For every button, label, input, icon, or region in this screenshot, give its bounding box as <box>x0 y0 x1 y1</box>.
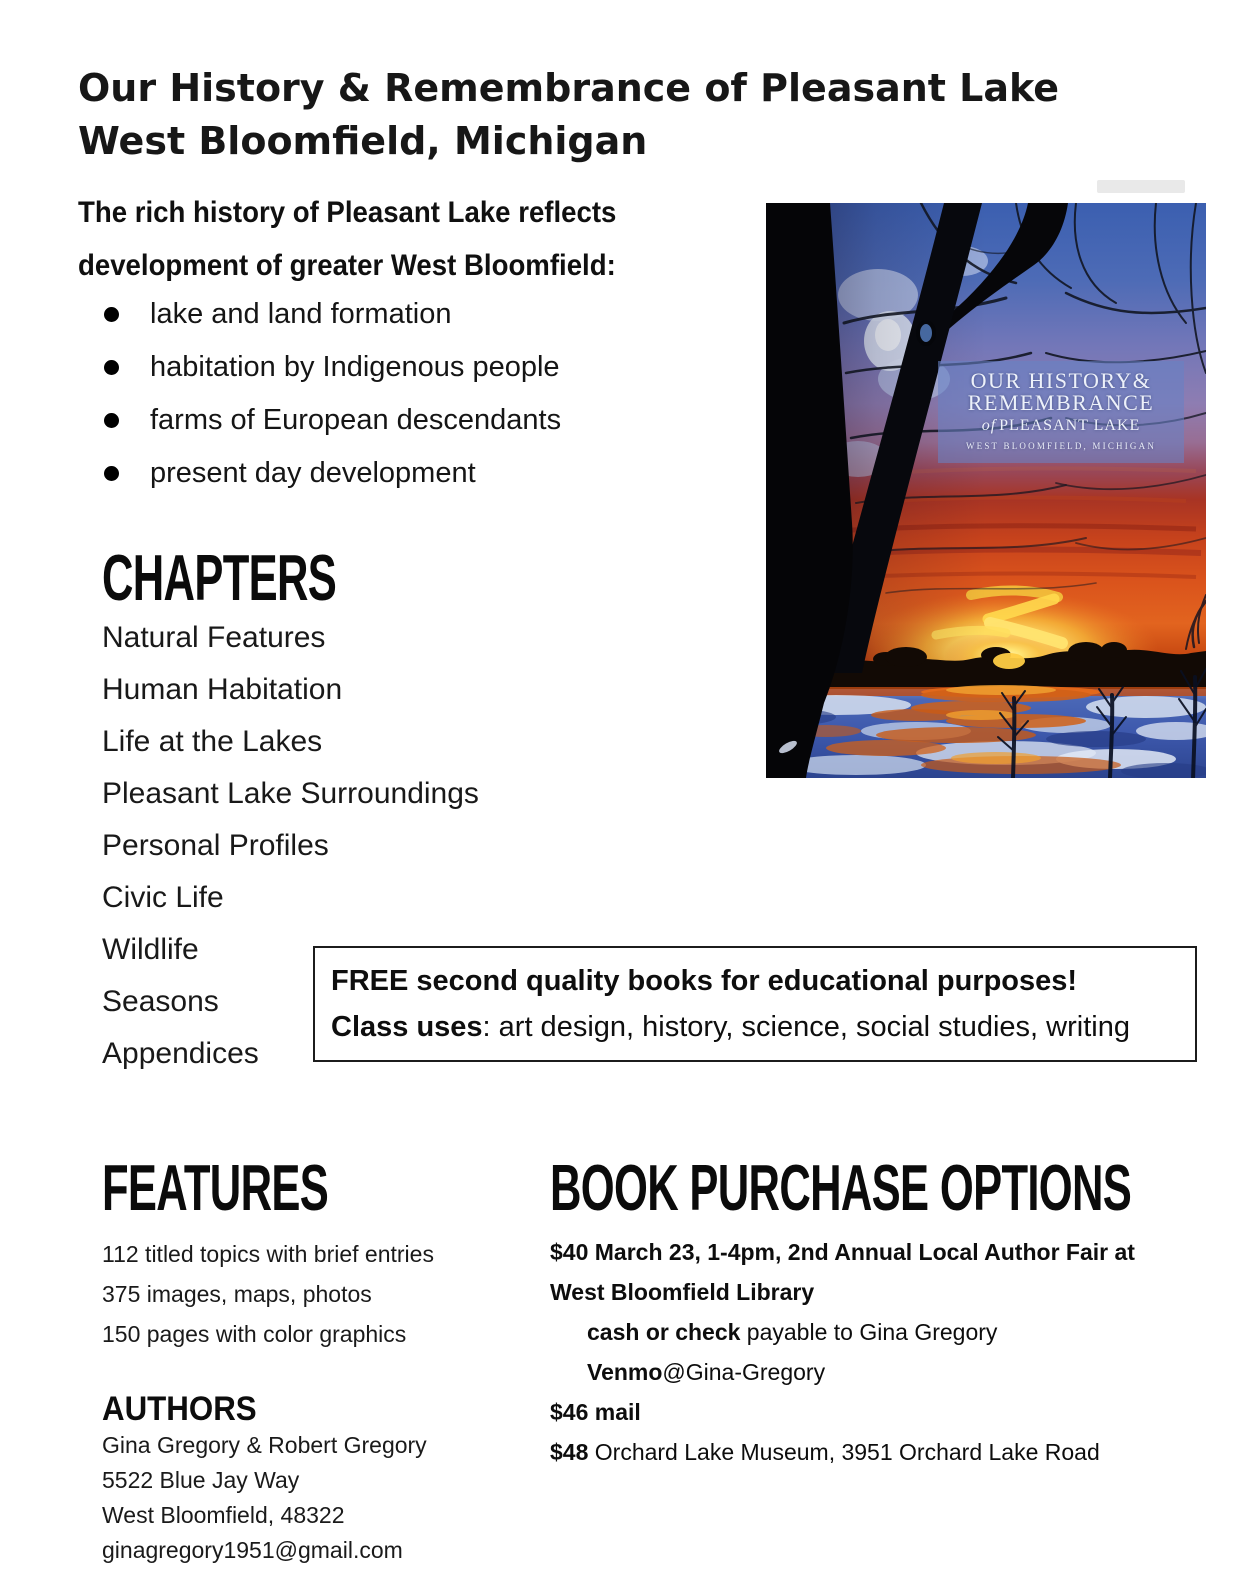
bullet-icon <box>104 360 119 375</box>
list-item <box>104 447 561 500</box>
book-cover-subtitle <box>938 417 1184 434</box>
intro-bullet-list <box>104 288 561 500</box>
chapter-item: Personal Profiles <box>102 829 329 862</box>
chapter-item: Natural Features <box>102 621 326 654</box>
author-line: Gina Gregory & Robert Gregory <box>102 1432 427 1458</box>
price-48-rest: Orchard Lake Museum, 3951 Orchard Lake Road <box>588 1439 1100 1465</box>
chapter-item: Appendices <box>102 1037 259 1070</box>
purchase-venmo-line <box>550 1352 1230 1392</box>
bullet-icon <box>104 307 119 322</box>
authors-list <box>102 1428 427 1568</box>
book-cover-image <box>766 203 1206 778</box>
free-offer-bold: FREE second quality books for educational purposes! <box>331 965 1078 997</box>
book-cover-subtitle-of: of <box>981 417 997 434</box>
list-item <box>104 288 561 341</box>
page-title-line2: West Bloomfield, Michigan <box>78 119 648 163</box>
book-cover-title-line1: OUR HISTORY& <box>970 368 1152 393</box>
cash-or-check-bold: cash or check <box>587 1319 741 1345</box>
chapters-heading: CHAPTERS <box>102 541 337 614</box>
bullet-text: habitation by Indigenous people <box>150 351 560 383</box>
book-cover-title-panel <box>938 361 1184 463</box>
price-48-bold: $48 <box>550 1439 589 1465</box>
free-offer-line2 <box>331 1004 1195 1050</box>
bullet-icon <box>104 466 119 481</box>
venmo-handle: @Gina-Gregory <box>662 1359 826 1385</box>
purchase-option-48 <box>550 1432 1230 1472</box>
cash-or-check-rest: payable to Gina Gregory <box>740 1319 998 1345</box>
venmo-bold: Venmo <box>587 1359 663 1385</box>
author-address-line: West Bloomfield, 48322 <box>102 1502 345 1528</box>
purchase-option-40-line1: $40 March 23, 1-4pm, 2nd Annual Local Author Fair at <box>550 1239 1135 1265</box>
purchase-option-46: $46 mail <box>550 1399 641 1425</box>
page-title <box>78 62 1059 168</box>
feature-item: 150 pages with color graphics <box>102 1321 407 1347</box>
feature-item: 112 titled topics with brief entries <box>102 1241 434 1267</box>
purchase-cash-line <box>550 1312 1230 1352</box>
chapter-item: Human Habitation <box>102 673 343 706</box>
author-address-line: 5522 Blue Jay Way <box>102 1467 300 1493</box>
chapter-item: Pleasant Lake Surroundings <box>102 777 479 810</box>
class-uses-bold: Class uses <box>331 1011 483 1043</box>
purchase-option-40-line2: West Bloomfield Library <box>550 1279 815 1305</box>
page-title-line1: Our History & Remembrance of Pleasant Lake <box>78 66 1060 110</box>
chapter-item: Wildlife <box>102 933 199 966</box>
intro-line2: development of greater West Bloomfield: <box>78 249 616 282</box>
feature-item: 375 images, maps, photos <box>102 1281 372 1307</box>
purchase-options <box>550 1232 1230 1472</box>
book-cover-title-line2: REMEMBRANCE <box>967 390 1155 415</box>
chapter-item: Seasons <box>102 985 219 1018</box>
book-cover-photo <box>766 203 1206 778</box>
list-item <box>104 341 561 394</box>
book-cover-location: WEST BLOOMFIELD, MICHIGAN <box>965 441 1157 451</box>
bullet-text: farms of European descendants <box>150 404 562 436</box>
bullet-icon <box>104 413 119 428</box>
free-offer-box <box>313 946 1197 1062</box>
intro-line1: The rich history of Pleasant Lake reflects <box>78 196 617 229</box>
free-offer-line1 <box>331 958 1195 1004</box>
book-cover-subtitle-rest: PLEASANT LAKE <box>999 417 1141 434</box>
intro-heading <box>78 186 616 292</box>
chapter-item: Civic Life <box>102 881 224 914</box>
purchase-heading: BOOK PURCHASE OPTIONS <box>550 1151 1132 1224</box>
features-heading: FEATURES <box>102 1151 329 1224</box>
bullet-text: lake and land formation <box>150 298 452 330</box>
author-email: ginagregory1951@gmail.com <box>102 1537 403 1563</box>
authors-heading: AUTHORS <box>102 1390 257 1428</box>
class-uses-rest: : art design, history, science, social studies, writing <box>482 1011 1130 1043</box>
list-item <box>104 394 561 447</box>
features-list <box>102 1234 434 1354</box>
scan-artifact <box>1097 180 1185 193</box>
chapter-item: Life at the Lakes <box>102 725 323 758</box>
bullet-text: present day development <box>150 457 476 489</box>
